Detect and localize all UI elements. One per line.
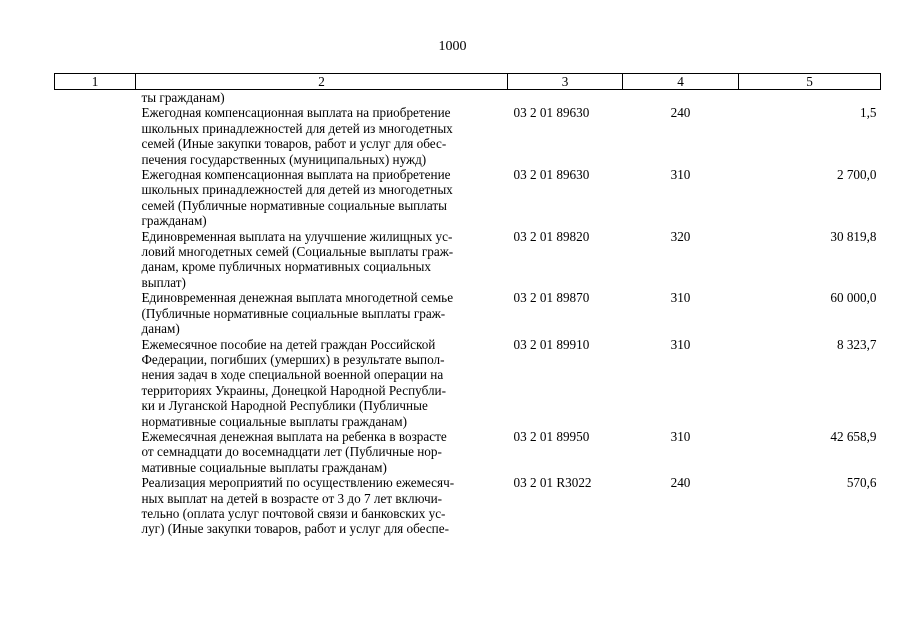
table-body [55,90,881,537]
row-number-cell [55,475,136,537]
target-article-code: 03 2 01 89870 [513,290,590,306]
target-article-code: 03 2 01 89950 [513,428,590,444]
table-row [55,429,881,475]
amount-value: 570,6 [846,475,877,491]
amount-value: 60 000,0 [830,290,877,306]
expense-type-code: 310 [670,290,691,306]
row-number-cell [55,105,136,167]
amount-value: 42 658,9 [830,428,877,444]
table-row [55,167,881,229]
item-description: Ежегодная компенсационная выплата на приобретение школьных принадлежностей для детей из многодетных семей (Публичные нормативные социальные выплаты гражданам) [141,167,453,229]
row-number-cell [55,90,136,106]
amount-value: 2 700,0 [836,167,877,183]
expense-type-code: 240 [670,105,691,121]
expense-type-code: 240 [670,475,691,491]
expense-type-code [623,90,739,106]
expense-type-code: 320 [670,228,691,244]
column-header-5: 5 [739,74,881,90]
table-row [55,105,881,167]
row-number-cell [55,167,136,229]
page-number: 1000 [438,39,467,54]
column-header-3: 3 [508,74,623,90]
item-description: Единовременная денежная выплата многодетной семье (Публичные нормативные социальные выплаты граж- данам) [141,290,454,337]
amount-value: 8 323,7 [836,336,877,352]
column-header-1: 1 [55,74,136,90]
table-row [55,290,881,336]
target-article-code: 03 2 01 89630 [513,105,590,121]
amount-value [739,90,881,106]
table-header [55,74,881,90]
row-number-cell [55,337,136,429]
row-number-cell [55,429,136,475]
column-header-2: 2 [136,74,508,90]
target-article-code: 03 2 01 89910 [513,336,590,352]
table-row [55,90,881,106]
expense-type-code: 310 [670,167,691,183]
table-row [55,337,881,429]
expense-type-code: 310 [670,336,691,352]
table-row [55,475,881,537]
target-article-code: 03 2 01 89630 [513,167,590,183]
item-description: Реализация мероприятий по осуществлению ежемесяч- ных выплат на детей в возрасте от 3 до 7 лет включи- тельно (оплата услуг почтовой связи и банковских ус- луг) (Иные закупки товаров, работ и услуг для обеспе- [141,475,455,537]
item-description: Ежегодная компенсационная выплата на приобретение школьных принадлежностей для детей из многодетных семей (Иные закупки товаров, работ и услуг для обес- печения государственных (муниципальных) нужд) [141,105,453,167]
item-description: Ежемесячная денежная выплата на ребенка в возрасте от семнадцати до восемнадцати лет (Публичные нор- мативные социальные выплаты гражданам) [141,428,447,475]
target-article-code: 03 2 01 89820 [513,228,590,244]
item-description: ты гражданам) [141,90,225,105]
row-number-cell [55,229,136,291]
item-description: Ежемесячное пособие на детей граждан Российской Федерации, погибших (умерших) в результате выпол- нения задач в ходе специальной военной операции на территориях Украины, Донецкой Народной Республи- ки и Луганской Народной Республики (Публичные нормативные социальные выплаты гражданам) [141,336,446,429]
target-article-code: 03 2 01 R3022 [513,475,592,491]
expense-type-code: 310 [670,428,691,444]
target-article-code [508,90,623,106]
amount-value: 1,5 [860,105,877,121]
budget-table [54,73,881,537]
table-row [55,229,881,291]
amount-value: 30 819,8 [830,228,877,244]
column-header-4: 4 [623,74,739,90]
row-number-cell [55,290,136,336]
header-row [55,74,881,90]
item-description: Единовременная выплата на улучшение жилищных ус- ловий многодетных семей (Социальные выплаты граж- данам, кроме публичных нормативных социальных выплат) [141,228,454,290]
